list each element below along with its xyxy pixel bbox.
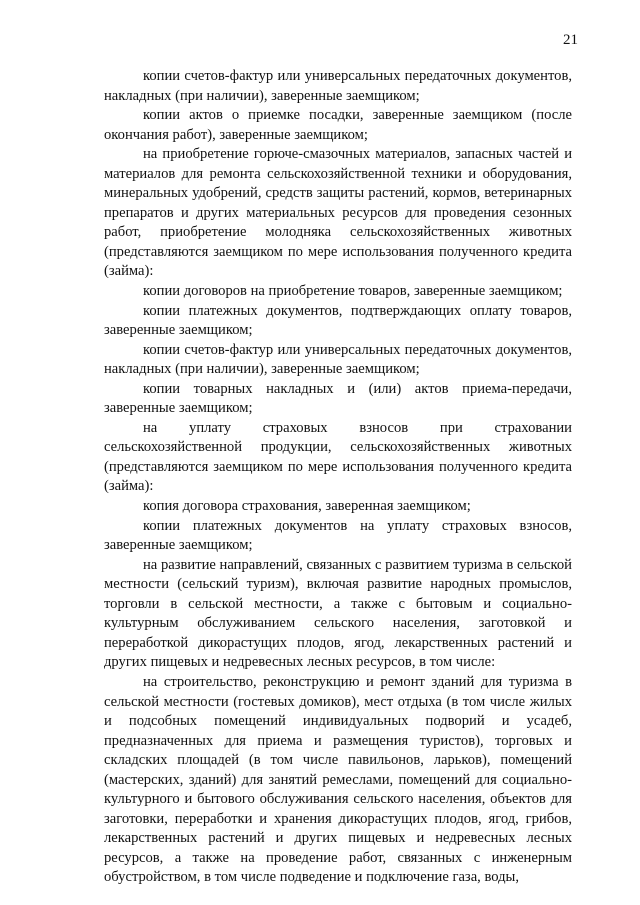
paragraph: на приобретение горюче-смазочных материалов, запасных частей и материалов для ремонта сельскохозяйственной техники и оборудования, минеральных удобрений, средств защиты растений, кормов, ветеринарных препаратов и других материальных ресурсов для проведения сезонных работ, приобретение молодняка сельскохозяйственных животных (представляются заемщиком по мере использования полученного кредита (займа): (104, 146, 572, 280)
paragraph: копии товарных накладных и (или) актов приема-передачи, заверенные заемщиком; (104, 380, 572, 417)
document-body (104, 67, 572, 888)
page-number: 21 (563, 32, 578, 48)
paragraph: копия договора страхования, заверенная заемщиком; (143, 498, 471, 515)
paragraph: на уплату страховых взносов при страховании сельскохозяйственной продукции, сельскохозяйственных животных (представляются заемщиком по мере использования полученного кредита (займа): (104, 419, 572, 495)
paragraph: копии договоров на приобретение товаров, заверенные заемщиком; (143, 283, 563, 300)
paragraph: на строительство, реконструкцию и ремонт зданий для туризма в сельской местности (гостевых домиков), мест отдыха (в том числе жилых и подсобных помещений индивидуальных подворий и усадеб, предназначенных для приема и размещения туристов), торговых и складских площадей (в том числе павильонов, ларьков), помещений (мастерских, зданий) для занятий ремеслами, помещений для социально-культурного и бытового обслуживания сельского населения, объектов для заготовки, переработки и хранения дикорастущих плодов, ягод, грибов, лекарственных растений и других пищевых и недревесных лесных ресурсов, а также на проведение работ, связанных с инженерным обустройством, в том числе подведение и подключение газа, воды, (104, 673, 572, 886)
paragraph: копии платежных документов на уплату страховых взносов, заверенные заемщиком; (104, 517, 572, 554)
paragraph: на развитие направлений, связанных с развитием туризма в сельской местности (сельский туризм), включая развитие народных промыслов, торговли в сельской местности, а также с бытовым и социально-культурным обслуживанием сельского населения, заготовкой и переработкой дикорастущих плодов, ягод, лекарственных растений и других пищевых и недревесных лесных ресурсов, в том числе: (104, 556, 572, 671)
paragraph: копии актов о приемке посадки, заверенные заемщиком (после окончания работ), заверенные заемщиком; (104, 107, 572, 143)
paragraph: копии платежных документов, подтверждающих оплату товаров, заверенные заемщиком; (104, 302, 572, 339)
paragraph: копии счетов-фактур или универсальных передаточных документов, накладных (при наличии), заверенные заемщиком; (104, 341, 572, 378)
paragraph: копии счетов-фактур или универсальных передаточных документов, накладных (при наличии), заверенные заемщиком; (104, 68, 572, 104)
